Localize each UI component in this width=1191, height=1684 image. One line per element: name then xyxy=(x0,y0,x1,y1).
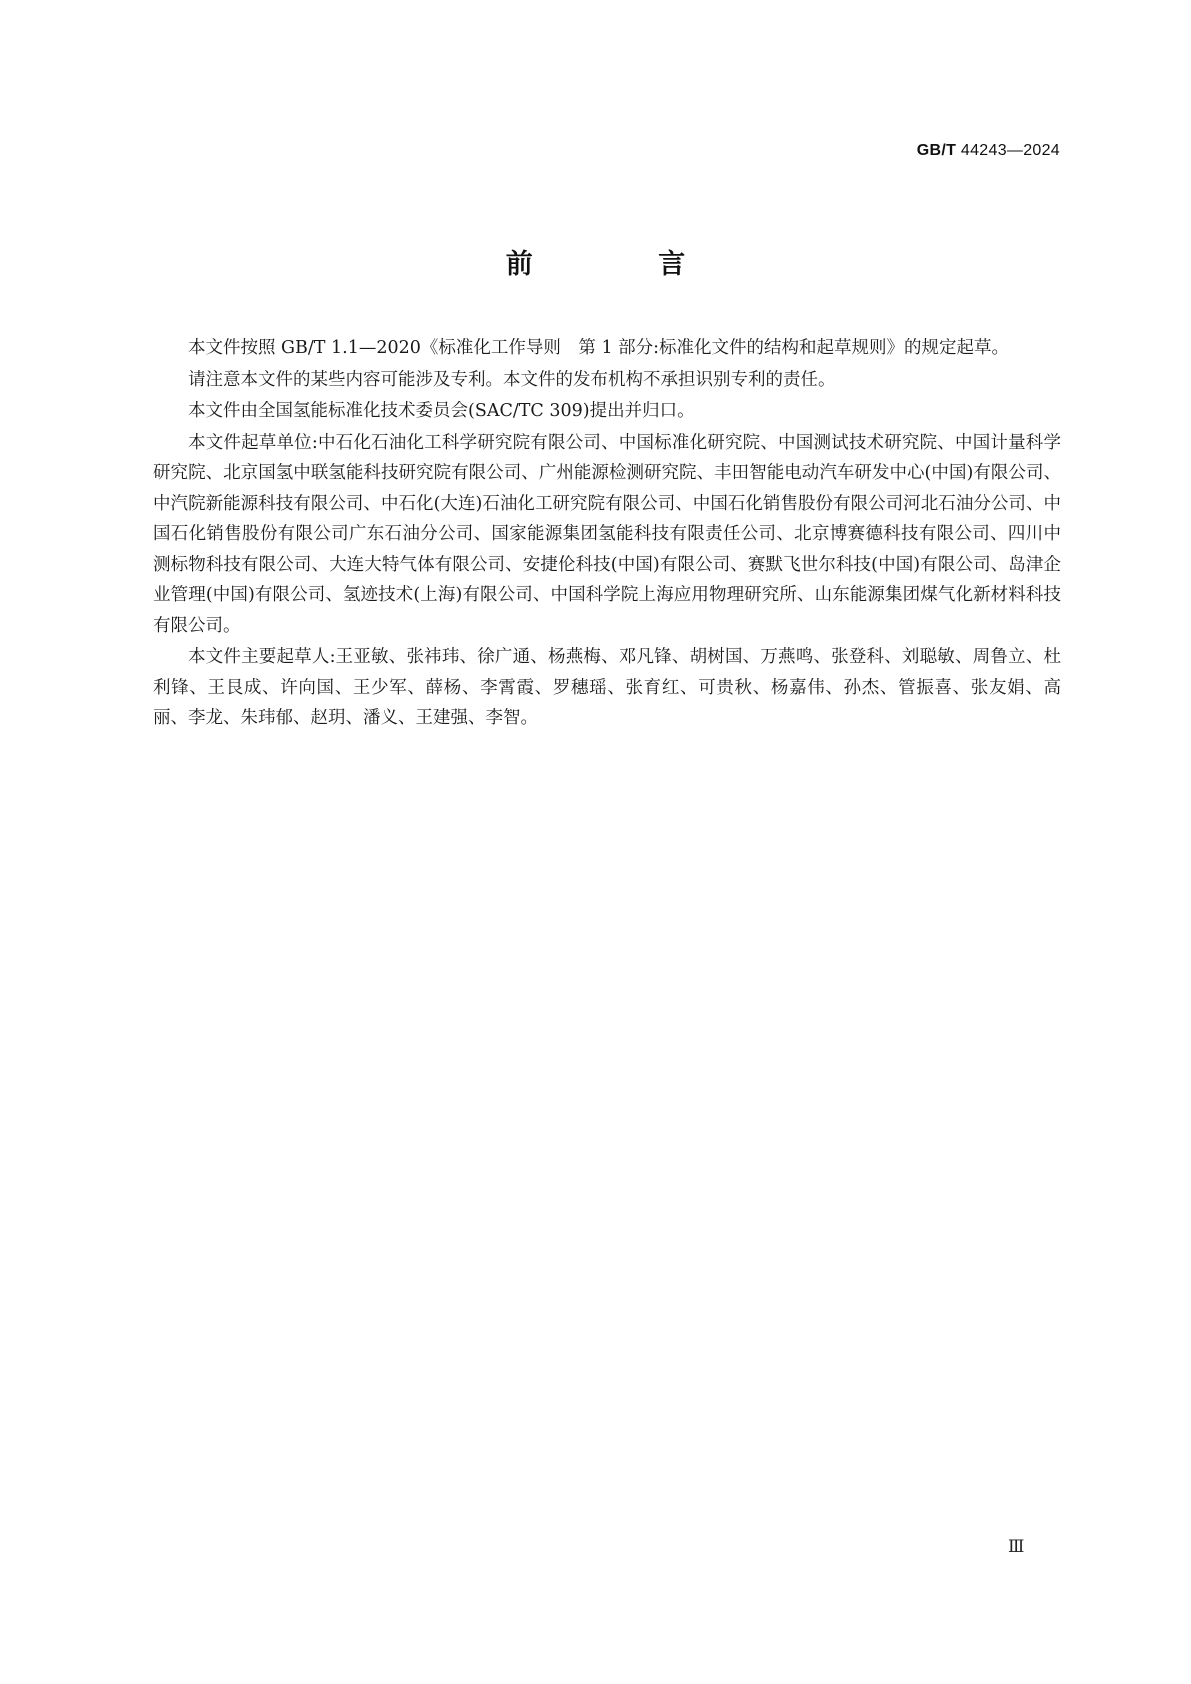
foreword-body xyxy=(153,333,1061,735)
paragraph-drafters: 本文件主要起草人:王亚敏、张祎玮、徐广通、杨燕梅、邓凡锋、胡树国、万燕鸣、张登科、刘聪敏、周鲁立、杜利锋、王艮成、许向国、王少军、薛杨、李霄霞、罗穗瑶、张育红、可贵秋、杨嘉伟、孙杰、管振喜、张友娟、高丽、李龙、朱玮郁、赵玥、潘义、王建强、李智。 xyxy=(153,647,1061,728)
standard-code xyxy=(917,142,1060,160)
page-number: Ⅲ xyxy=(1008,1537,1025,1557)
paragraph-patent-notice: 请注意本文件的某些内容可能涉及专利。本文件的发布机构不承担识别专利的责任。 xyxy=(188,369,836,390)
page-title: 前 言 xyxy=(505,249,744,280)
paragraph-drafting-units: 本文件起草单位:中石化石油化工科学研究院有限公司、中国标准化研究院、中国测试技术研究院、中国计量科学研究院、北京国氢中联氢能科技研究院有限公司、广州能源检测研究院、丰田智能电动汽车研发中心(中国)有限公司、中汽院新能源科技有限公司、中石化(大连)石油化工研究院有限公司、中国石化销售股份有限公司河北石油分公司、中国石化销售股份有限公司广东石油分公司、国家能源集团氢能科技有限责任公司、北京博赛德科技有限公司、四川中测标物科技有限公司、大连大特气体有限公司、安捷伦科技(中国)有限公司、赛默飞世尔科技(中国)有限公司、岛津企业管理(中国)有限公司、氢迹技术(上海)有限公司、中国科学院上海应用物理研究所、山东能源集团煤气化新材料科技有限公司。 xyxy=(153,432,1061,636)
paragraph-proposer: 本文件由全国氢能标准化技术委员会(SAC/TC 309)提出并归口。 xyxy=(188,401,695,421)
standard-number: 44243—2024 xyxy=(960,142,1060,159)
paragraph-drafting-rules: 本文件按照 GB/T 1.1—2020《标准化工作导则 第 1 部分:标准化文件的结构和起草规则》的规定起草。 xyxy=(188,338,1010,358)
standard-prefix: GB/T xyxy=(916,142,957,159)
